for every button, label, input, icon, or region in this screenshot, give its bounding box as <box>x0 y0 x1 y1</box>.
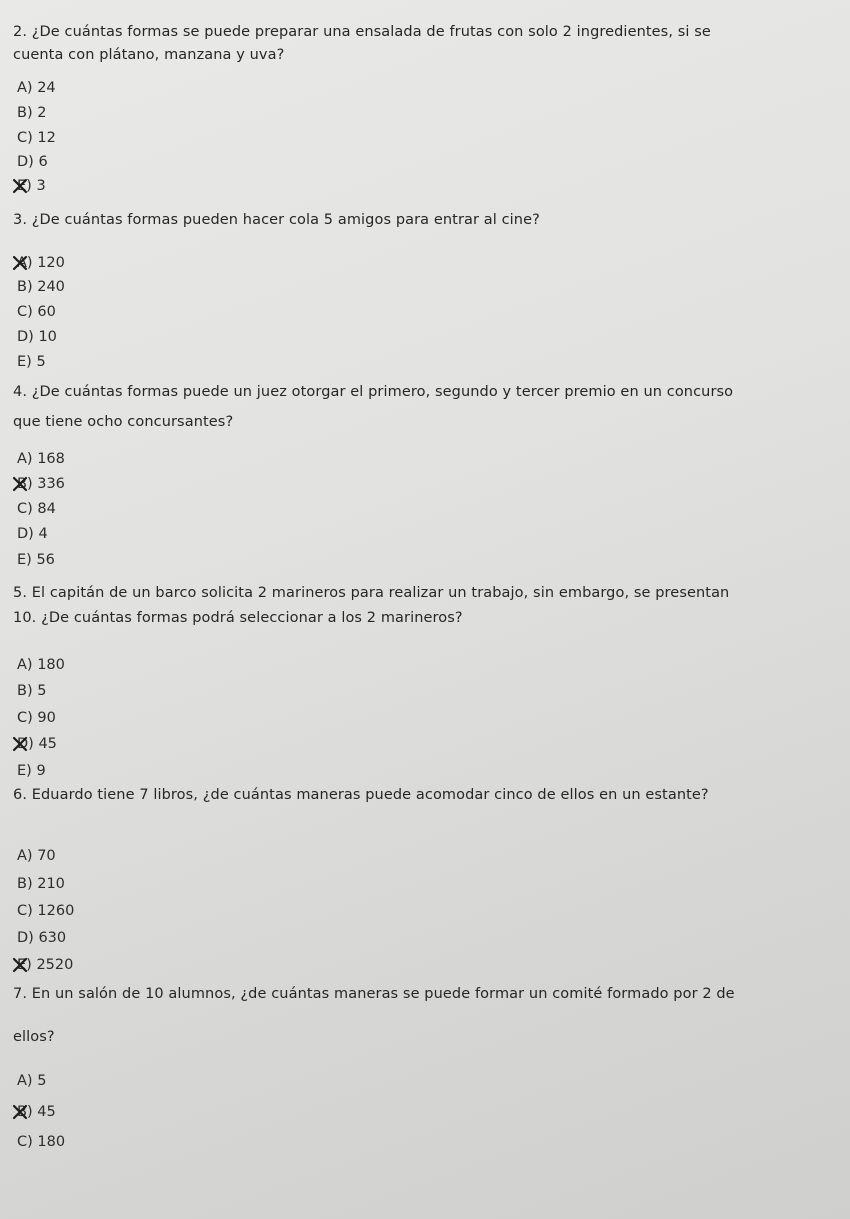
question-6-option-b: B) 210 <box>17 876 65 892</box>
question-4-option-e: E) 56 <box>17 552 55 568</box>
question-5-option-e: E) 9 <box>17 763 46 779</box>
question-5-option-d: D) 45 <box>17 736 57 752</box>
question-5-text-line-1: 5. El capitán de un barco solicita 2 marineros para realizar un trabajo, sin embargo, se presentan <box>13 585 730 601</box>
question-2-option-e: E) 3 <box>17 178 46 194</box>
question-5-option-c: C) 90 <box>17 710 56 726</box>
question-6-option-c: C) 1260 <box>17 903 75 919</box>
question-6-text: 6. Eduardo tiene 7 libros, ¿de cuántas maneras puede acomodar cinco de ellos en un estante? <box>13 787 709 803</box>
question-2-option-c: C) 12 <box>17 130 56 146</box>
question-7-text-line-2: ellos? <box>13 1029 55 1045</box>
question-5-option-b: B) 5 <box>17 683 47 699</box>
question-4-option-c: C) 84 <box>17 501 56 517</box>
question-4-text-line-1: 4. ¿De cuántas formas puede un juez otorgar el primero, segundo y tercer premio en un concurso <box>13 384 734 400</box>
question-2-option-b: B) 2 <box>17 105 47 121</box>
question-3-option-c: C) 60 <box>17 304 56 320</box>
question-6-option-e: E) 2520 <box>17 957 74 973</box>
question-3-option-e: E) 5 <box>17 354 46 370</box>
question-7-option-c: C) 180 <box>17 1134 66 1150</box>
question-3-text: 3. ¿De cuántas formas pueden hacer cola 5 amigos para entrar al cine? <box>13 212 540 228</box>
question-6-option-d: D) 630 <box>17 930 67 946</box>
question-2-option-d: D) 6 <box>17 154 48 170</box>
question-5-text-line-2: 10. ¿De cuántas formas podrá seleccionar a los 2 marineros? <box>13 610 463 626</box>
question-4-option-a: A) 168 <box>17 451 65 467</box>
question-4-option-b: B) 336 <box>17 476 65 492</box>
question-5-option-a: A) 180 <box>17 657 65 673</box>
question-4-option-d: D) 4 <box>17 526 48 542</box>
question-4-text-line-2: que tiene ocho concursantes? <box>13 414 234 430</box>
question-7-text-line-1: 7. En un salón de 10 alumnos, ¿de cuántas maneras se puede formar un comité formado por 2 de <box>13 986 735 1002</box>
question-7-option-a: A) 5 <box>17 1073 47 1089</box>
question-2-text-line-2: cuenta con plátano, manzana y uva? <box>13 47 285 63</box>
question-3-option-a: A) 120 <box>17 255 65 271</box>
question-3-option-b: B) 240 <box>17 279 65 295</box>
question-6-option-a: A) 70 <box>17 848 56 864</box>
question-7-option-b: B) 45 <box>17 1104 56 1120</box>
question-2-text-line-1: 2. ¿De cuántas formas se puede preparar una ensalada de frutas con solo 2 ingredientes, si se <box>13 24 711 40</box>
question-2-option-a: A) 24 <box>17 80 56 96</box>
question-3-option-d: D) 10 <box>17 329 57 345</box>
